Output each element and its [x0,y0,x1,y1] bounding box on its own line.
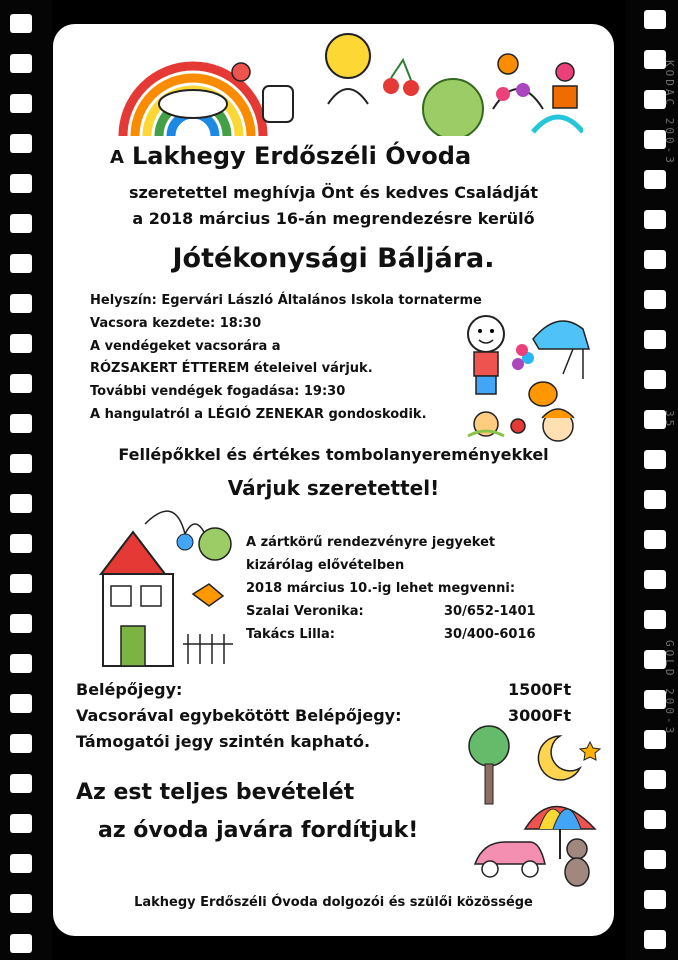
film-hole [644,850,666,869]
film-hole [644,250,666,269]
film-hole [10,494,32,513]
film-hole [644,810,666,829]
film-hole [10,894,32,913]
film-hole [10,774,32,793]
price-value: 3000Ft [508,706,572,725]
tickets-line-3: 2018 március 10.-ig lehet megvenni: [246,581,516,596]
film-hole [10,734,32,753]
film-hole [10,134,32,153]
film-hole [10,94,32,113]
film-strip-left [0,0,52,960]
contact-phone: 30/652-1401 [444,604,536,619]
music-text: A hangulatról a LÉGIÓ ZENEKAR gondoskodik. [90,407,427,422]
dinner-text-1: A vendégeket vacsorára a [90,339,281,354]
film-hole [10,854,32,873]
film-hole [10,374,32,393]
dinner-text-2: RÓZSAKERT ÉTTEREM ételeivel várjuk. [90,361,373,376]
footer-text: Lakhegy Erdőszéli Óvoda dolgozói és szülői közössége [134,895,533,910]
film-hole [644,170,666,189]
invite-line-1: szeretettel meghívja Önt és kedves Családját [128,183,539,202]
house-doodle [93,504,233,674]
closing-line-2: az óvoda javára fordítjuk! [98,818,419,843]
film-hole [10,414,32,433]
price-label: Vacsorával egybekötött Belépőjegy: [76,706,402,725]
price-label: Belépőjegy: [76,680,183,699]
film-hole [644,770,666,789]
school-name: Lakhegy Erdőszéli Óvoda [132,142,472,170]
film-hole [10,294,32,313]
film-edge-code-2: GOLD 200-3 [663,640,676,737]
doodle-banner [113,24,583,136]
tickets-line-2: kizárólag elővételben [246,558,405,573]
dinner-start-text: Vacsora kezdete: 18:30 [90,316,262,331]
film-edge-code: KODAC 200-3 [663,60,676,166]
film-hole [10,934,32,953]
film-hole [644,890,666,909]
film-strip-right [626,0,678,960]
film-hole [644,450,666,469]
film-hole [10,454,32,473]
film-hole [10,174,32,193]
film-hole [644,490,666,509]
kids-doodle [458,304,598,444]
film-hole [644,930,666,949]
film-hole [644,210,666,229]
closing-line-1: Az est teljes bevételét [76,780,355,805]
film-hole [10,654,32,673]
film-hole [644,10,666,29]
film-edge-number: 35 [663,410,676,430]
support-ticket-text: Támogatói jegy szintén kapható. [76,732,371,751]
event-title: Jótékonysági Báljára. [172,243,495,274]
film-hole [10,254,32,273]
film-hole [644,530,666,549]
film-hole [10,214,32,233]
moon-umbrella-doodle [465,724,605,889]
welcome-line: Várjuk szeretettel! [227,476,440,500]
contact-name: Takács Lilla: [246,627,335,642]
film-hole [10,14,32,33]
film-hole [644,370,666,389]
header-prefix: A [110,147,124,168]
guests-text: További vendégek fogadása: 19:30 [90,384,346,399]
price-value: 1500Ft [508,680,572,699]
film-hole [10,54,32,73]
film-hole [644,570,666,589]
performers-line: Fellépőkkel és értékes tombolanyereményekkel [118,445,549,464]
invite-line-2: a 2018 március 16-án megrendezésre kerülő [132,209,535,228]
film-hole [10,534,32,553]
tickets-line-1: A zártkörű rendezvényre jegyeket [246,535,496,550]
film-hole [644,610,666,629]
film-hole [644,330,666,349]
contact-name: Szalai Veronika: [246,604,364,619]
poster-sheet [53,24,614,936]
film-hole [10,614,32,633]
film-hole [644,290,666,309]
contact-phone: 30/400-6016 [444,627,536,642]
film-hole [10,334,32,353]
film-hole [10,694,32,713]
film-hole [10,574,32,593]
venue-text: Helyszín: Egervári László Általános Iskola tornaterme [90,293,482,308]
film-hole [10,814,32,833]
